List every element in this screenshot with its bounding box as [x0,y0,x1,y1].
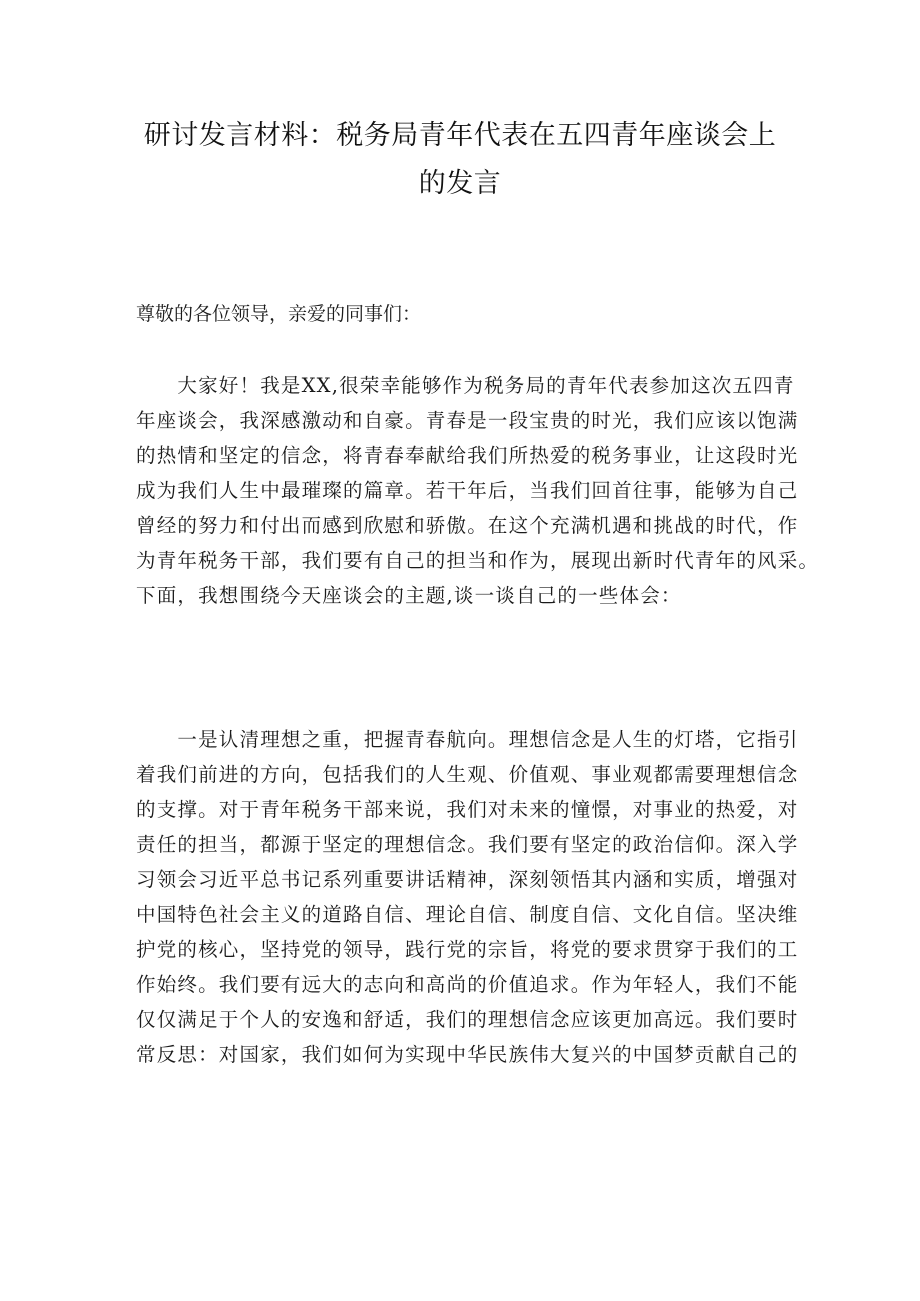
paragraph-line: 的热情和坚定的信念，将青春奉献给我们所热爱的税务事业，让这段时光 [136,444,799,467]
document-title [130,112,790,208]
paragraph-line: 中国特色社会主义的道路自信、理论自信、制度自信、文化自信。坚决维 [136,903,799,926]
paragraph-line: 仅仅满足于个人的安逸和舒适，我们的理想信念应该更加高远。我们要时 [136,1008,799,1031]
paragraph-line: 为青年税务干部，我们要有自己的担当和作为，展现出新时代青年的风采。 [136,549,820,572]
paragraph-line: 习领会习近平总书记系列重要讲话精神，深刻领悟其内涵和实质，增强对 [136,868,799,891]
paragraph-line: 责任的担当，都源于坚定的理想信念。我们要有坚定的政治信仰。深入学 [136,833,799,856]
paragraph-line: 护党的核心，坚持党的领导，践行党的宗旨，将党的要求贯穿于我们的工 [136,938,799,961]
paragraph-line: 大家好！我是XX,很荣幸能够作为税务局的青年代表参加这次五四青 [136,374,795,397]
paragraph-line: 的支撑。对于青年税务干部来说，我们对未来的憧憬，对事业的热爱，对 [136,798,799,821]
paragraph-ideals [136,722,799,1072]
paragraph-line: 着我们前进的方向，包括我们的人生观、价值观、事业观都需要理想信念 [136,763,799,786]
title-line: 研讨发言材料：税务局青年代表在五四青年座谈会上 [143,120,777,151]
title-line: 的发言 [418,168,502,199]
paragraph-line: 一是认清理想之重，把握青春航向。理想信念是人生的灯塔，它指引 [136,728,799,751]
paragraph-line: 作始终。我们要有远大的志向和高尚的价值追求。作为年轻人，我们不能 [136,973,799,996]
paragraph-line: 成为我们人生中最璀璨的篇章。若干年后，当我们回首往事，能够为自己 [136,479,799,502]
paragraph-line: 年座谈会，我深感激动和自豪。青春是一段宝贵的时光，我们应该以饱满 [136,409,799,432]
salutation: 尊敬的各位领导，亲爱的同事们： [136,303,422,325]
paragraph-introduction [136,368,820,613]
paragraph-line: 下面，我想围绕今天座谈会的主题,谈一谈自己的一些体会： [136,584,682,607]
paragraph-line: 常反思：对国家，我们如何为实现中华民族伟大复兴的中国梦贡献自己的 [136,1043,799,1066]
paragraph-line: 曾经的努力和付出而感到欣慰和骄傲。在这个充满机遇和挑战的时代，作 [136,514,799,537]
